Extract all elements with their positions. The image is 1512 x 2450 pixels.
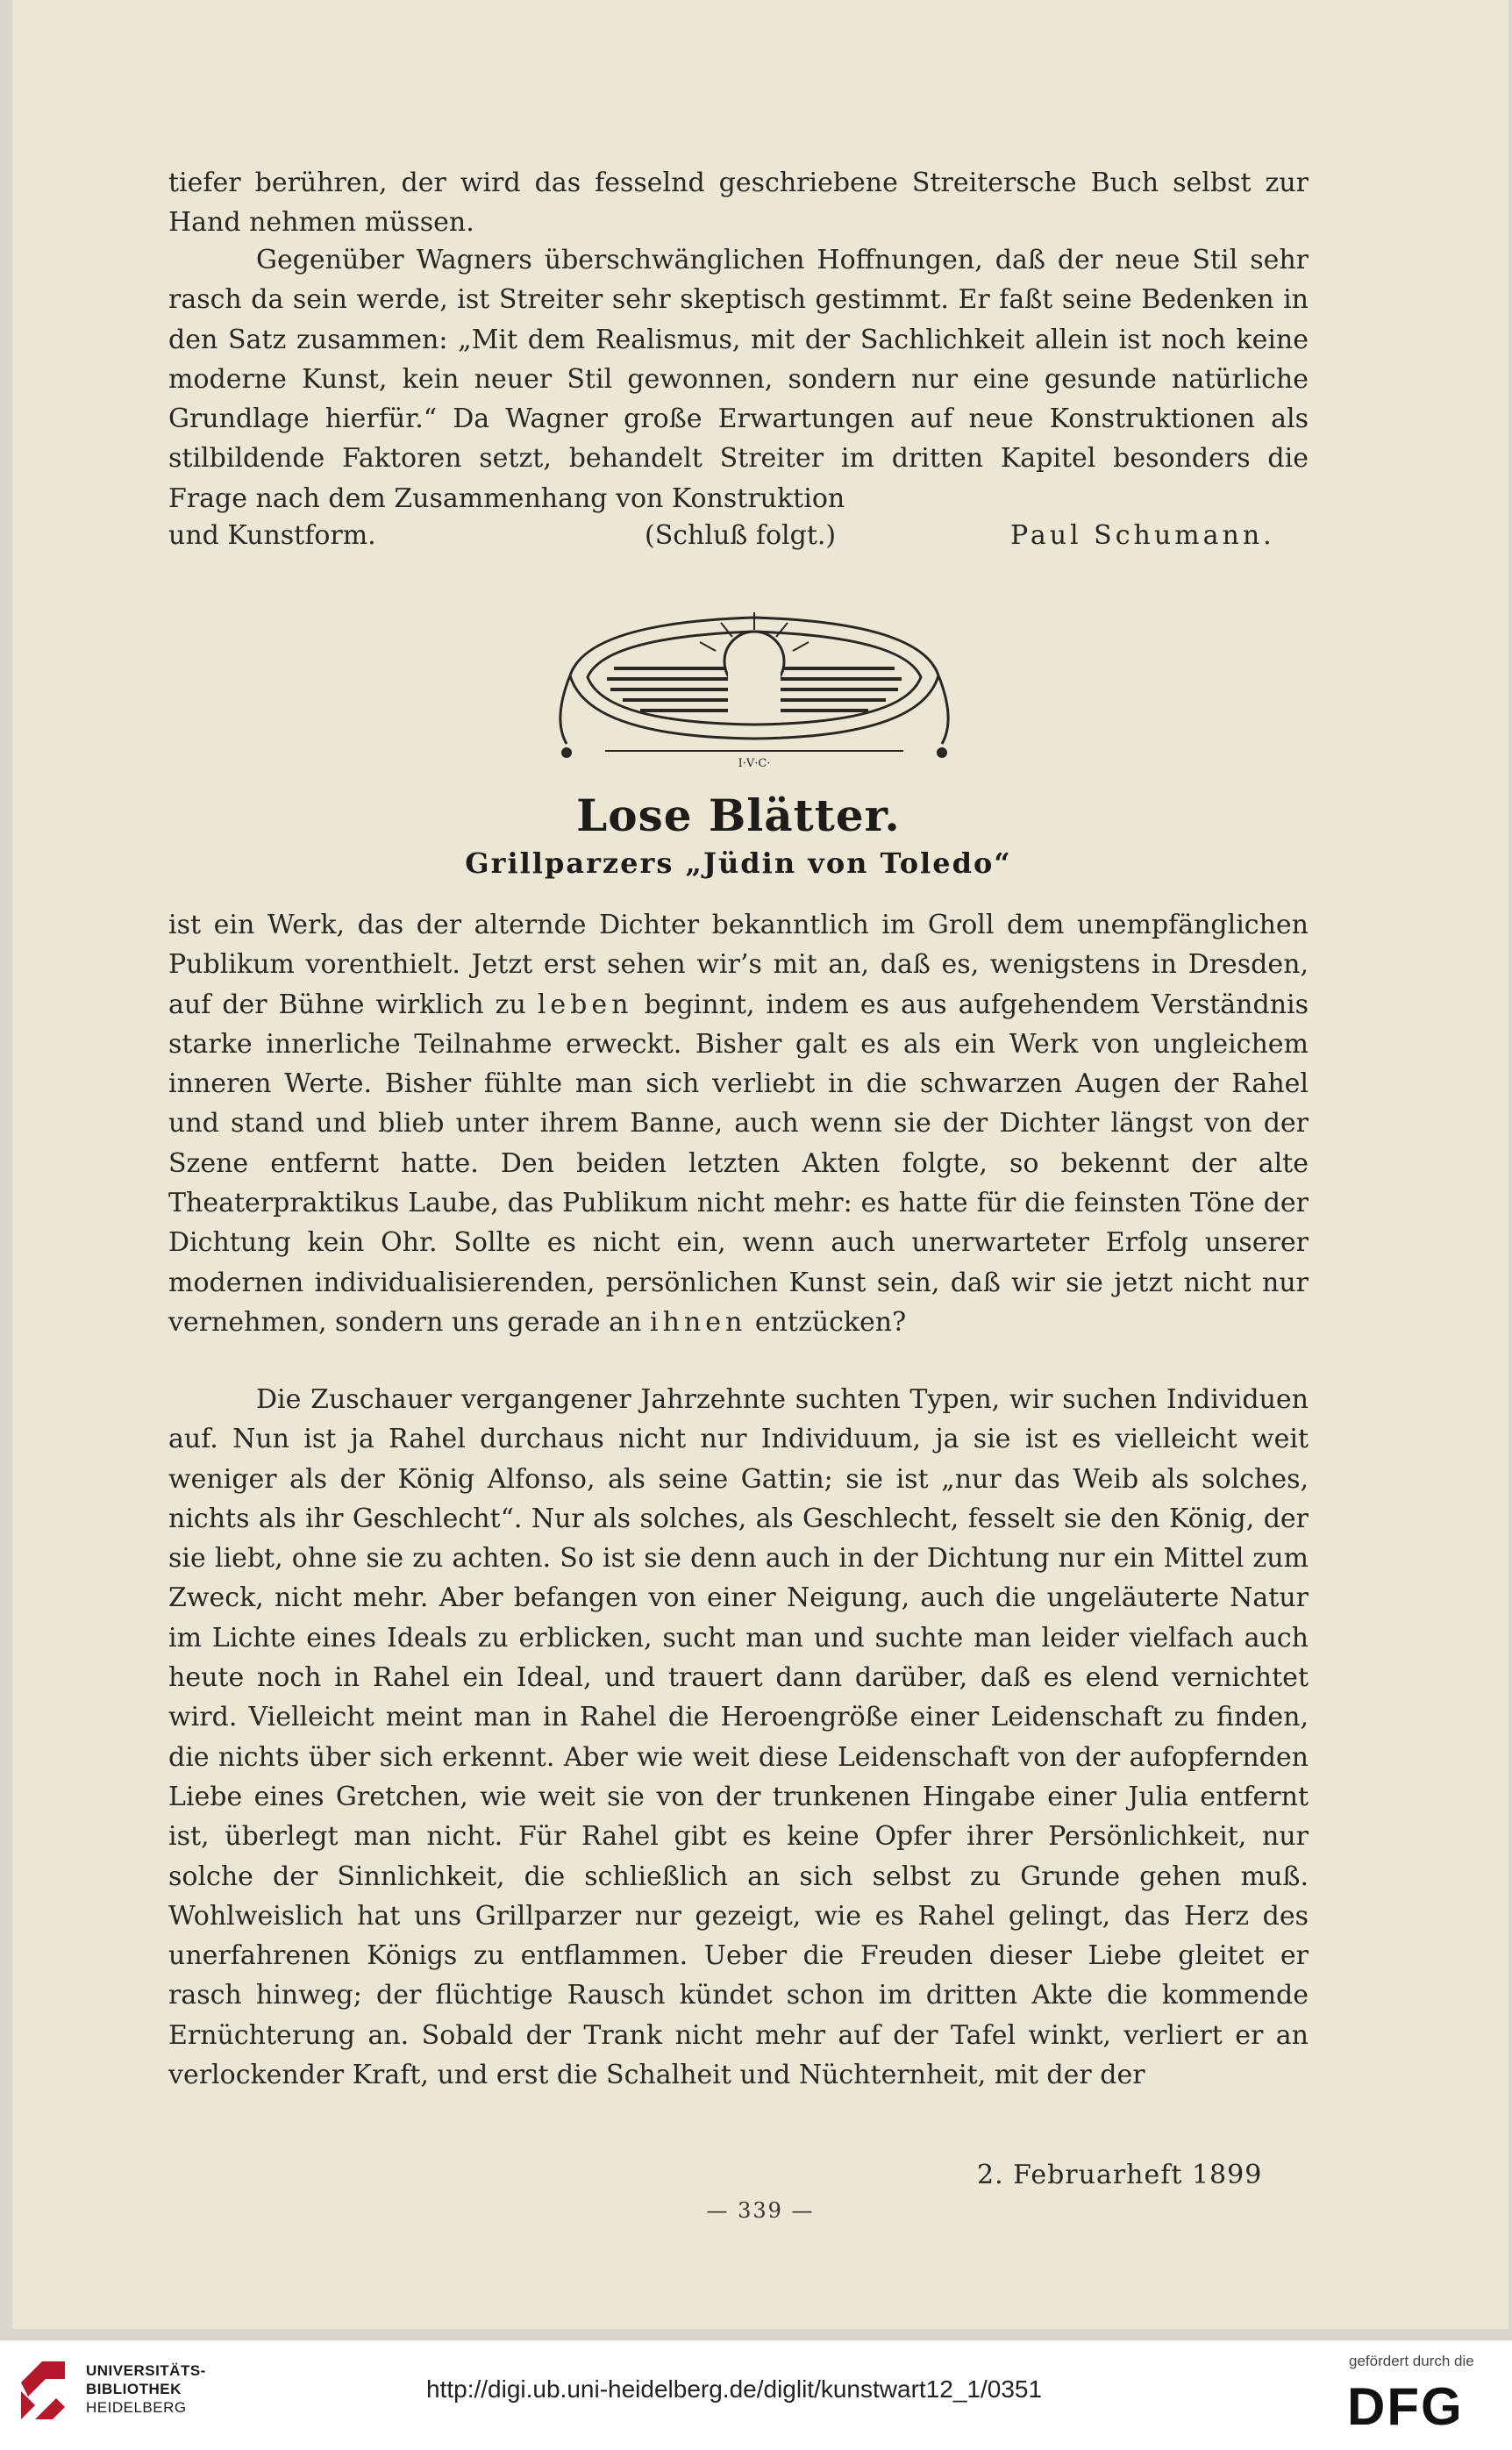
text-run: beginnt, indem es aus aufgehendem Verständnis starke innerliche Teilnahme erweckt. Bisher galt es als ein Werk von ungleichem inneren Werte. Bisher fühlte man sich verliebt in die schwarzen Augen der Rahel und stand und blieb unter ihrem Banne, auch wenn sie der Dichter längst von der Szene entfernt hatte. Den beiden letzten Akten folgte, so bekennt der alte Theaterpraktikus Laube, das Publikum nicht mehr: es hatte für die feinsten Töne der Dichtung kein Ohr. Sollte es nicht ein, wenn auch unerwarteter Erfolg unserer modernen individualisierenden, persönlichen Kunst sein, daß wir sie jetzt nicht nur vernehmen, sondern uns gerade an — [168, 989, 1309, 1338]
emphasis-spaced: leben — [537, 989, 633, 1020]
page-url-link[interactable]: http://digi.ub.uni-heidelberg.de/diglit/kunstwart12_1/0351 — [426, 2375, 1043, 2403]
paragraph-text: tiefer berühren, der wird das fesselnd geschriebene Streitersche Buch selbst zur Hand nehmen müssen. — [168, 168, 1309, 239]
university-name: UNIVERSITÄTS- BIBLIOTHEK HEIDELBERG — [86, 2362, 206, 2416]
ornament-vignette — [553, 605, 956, 772]
footer-bar — [0, 2340, 1512, 2450]
dfg-logo-icon[interactable] — [1347, 2379, 1493, 2430]
text-run: entzücken? — [746, 1306, 907, 1338]
section-title: Lose Blätter. — [576, 789, 901, 841]
article-end-paragraph-1 — [168, 163, 1309, 243]
article-end-paragraph-2 — [168, 240, 1309, 518]
emphasis-spaced: ihnen — [649, 1306, 747, 1338]
body-paragraph-1 — [168, 905, 1309, 1342]
page-number: — 339 — — [706, 2198, 815, 2223]
paragraph-text: Gegenüber Wagners überschwänglichen Hoffnungen, daß der neue Stil sehr rasch da sein werde, ist Streiter sehr skeptisch gestimmt. Er faßt seine Bedenken in den Satz zusammen: „Mit dem Realismus, mit der Sachlichkeit allein ist noch keine moderne Kunst, kein neuer Stil gewonnen, sondern nur eine gesunde natürliche Grundlage hierfür.“ Da Wagner große Erwartungen auf neue Konstruktionen als stilbildende Faktoren setzt, behandelt Streiter im dritten Kapitel besonders die Frage nach dem Zusammenhang von Konstruktion — [168, 245, 1309, 514]
article-signature-line — [168, 516, 1309, 555]
dfg-text: DFG — [1347, 2379, 1464, 2430]
university-logo-icon[interactable] — [16, 2356, 70, 2425]
paragraph-text — [168, 905, 1309, 1342]
continuation-note: (Schluß folgt.) — [645, 520, 837, 551]
ornament-initials: I·V·C· — [738, 757, 771, 770]
last-line-text: und Kunstform. — [168, 520, 376, 551]
issue-line: 2. Februarheft 1899 — [977, 2160, 1263, 2190]
paragraph-text: Die Zuschauer vergangener Jahrzehnte suchten Typen, wir suchen Individuen auf. Nun ist ja Rahel durchaus nicht nur Individuum, ja sie ist es vielleicht weit weniger als der König Alfonso, als seine Gattin; sie ist „nur das Weib als solches, nichts als ihr Geschlecht“. Nur als solches, als Geschlecht, fesselt sie den König, der sie liebt, ohne sie zu achten. So ist sie denn auch in der Dichtung nur ein Mittel zum Zweck, nicht mehr. Aber befangen von einer Neigung, auch die ungeläuterte Natur im Lichte eines Ideals zu erblicken, sucht man und suchte man leider vielfach auch heute noch in Rahel ein Ideal, und trauert dann darüber, daß es elend vernichtet wird. Vielleicht meint man in Rahel die Heroengröße einer Leidenschaft zu finden, die nichts über sich erkennt. Aber wie weit diese Leidenschaft von der aufopfernden Liebe eines Gretchen, wie weit sie von der trunkenen Hingabe einer Julia entfernt ist, überlegt man nicht. Für Rahel gibt es keine Opfer ihrer Persönlichkeit, nur solche der Sinnlichkeit, die schließlich an sich selbst zu Grunde gehen muß. Wohlweislich hat uns Grillparzer nur gezeigt, wie es Rahel gelingt, das Herz des unerfahrenen Königs zu entflammen. Ueber die Freuden dieser Liebe gleitet er rasch hinweg; der flüchtige Rausch kündet schon im dritten Akte die kommende Ernüchterung an. Sobald der Trank nicht mehr auf der Tafel winkt, verliert er an verlockender Kraft, und erst die Schalheit und Nüchternheit, mit der der — [168, 1384, 1309, 2091]
funded-by-label: gefördert durch die — [1349, 2353, 1474, 2369]
section-subtitle: Grillparzers „Jüdin von Toledo“ — [465, 846, 1012, 880]
scanned-page — [12, 0, 1508, 2329]
body-paragraph-2 — [168, 1380, 1309, 2095]
text-run: ist ein Werk, das der alternde Dichter bekanntlich im Groll dem unempfänglichen Publikum vorenthielt. Jetzt erst sehen wir’s mit an, daß es, wenigstens in Dresden, auf der Bühne wirklich zu — [168, 910, 1309, 1020]
author-name: Paul Schumann. — [1010, 520, 1275, 551]
